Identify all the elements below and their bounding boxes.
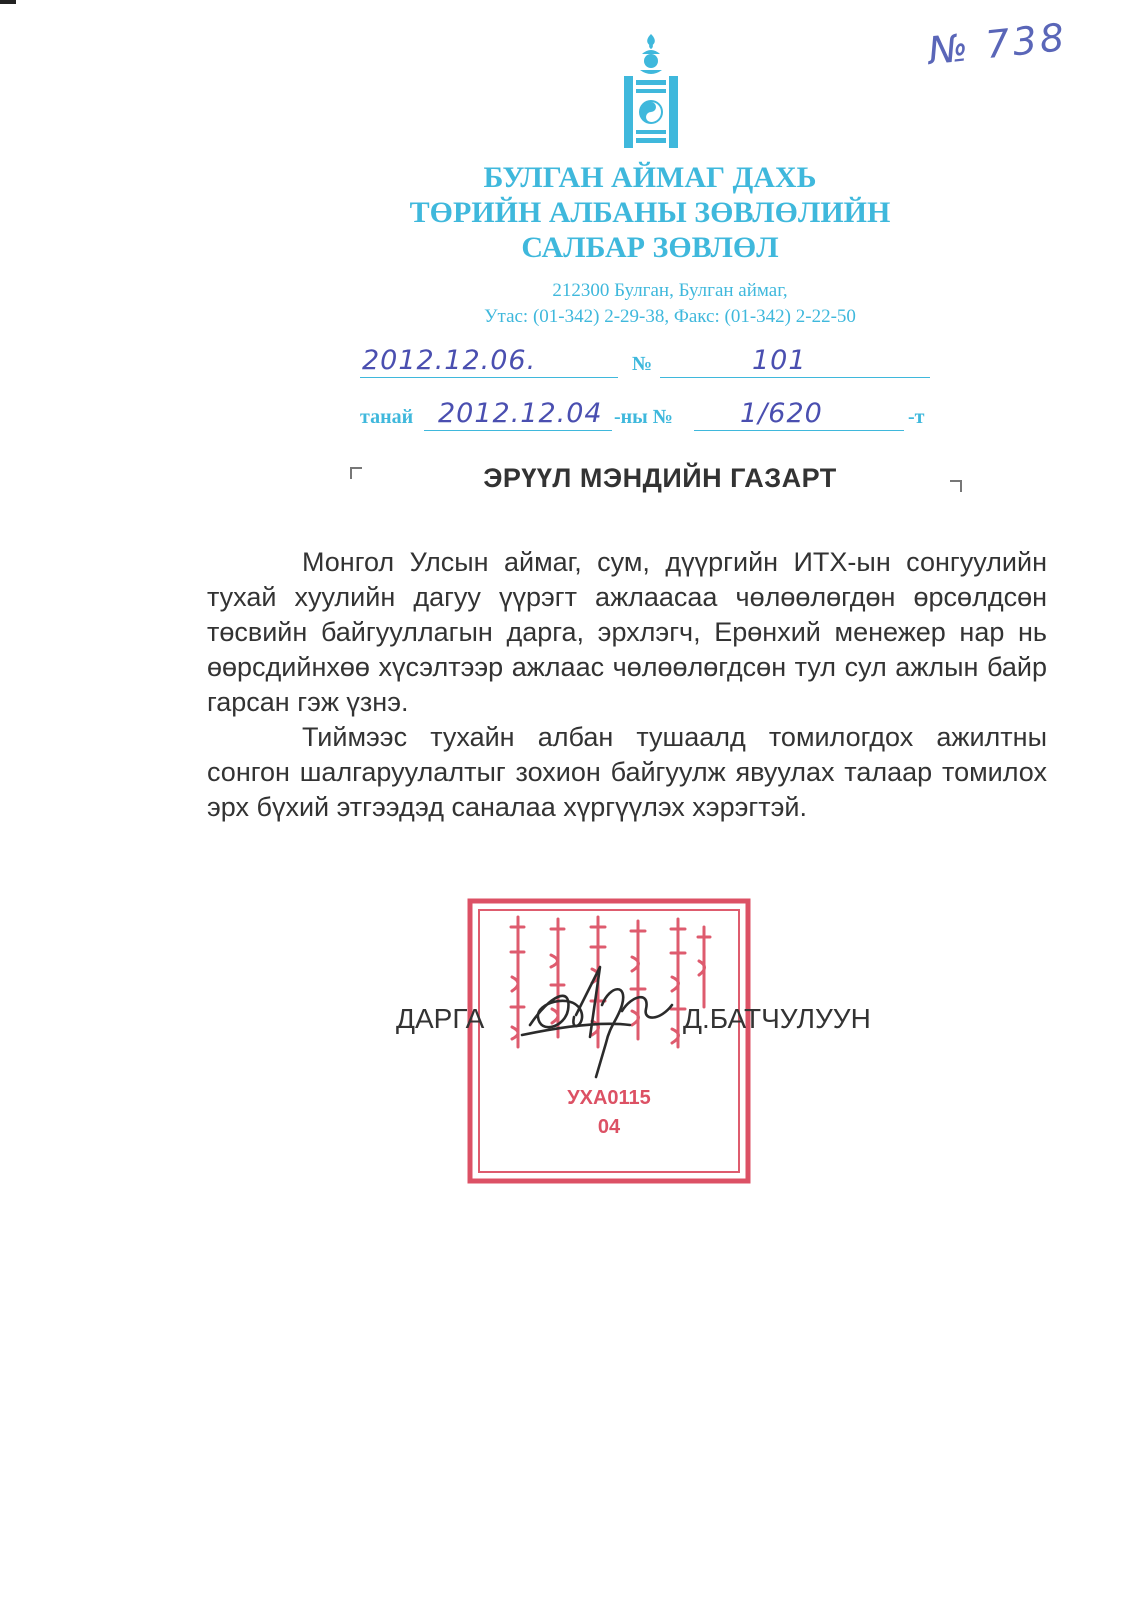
soyombo-emblem-icon bbox=[620, 32, 682, 154]
ref-prefix: танай bbox=[360, 406, 414, 428]
address-line: 212300 Булган, Булган аймаг, bbox=[552, 280, 788, 301]
number-label: № bbox=[632, 353, 653, 375]
addressee-bracket-right bbox=[950, 480, 962, 492]
scan-corner-mark bbox=[0, 0, 16, 4]
letter-body bbox=[207, 545, 1047, 825]
org-name-line: ТӨРИЙН АЛБАНЫ ЗӨВЛӨЛИЙН bbox=[409, 196, 891, 229]
ref-mid-label: -ны № bbox=[614, 406, 673, 428]
addressee: ЭРҮҮЛ МЭНДИЙН ГАЗАРТ bbox=[483, 463, 837, 493]
phone-fax-line: Утас: (01-342) 2-29-38, Факс: (01-342) 2-22-50 bbox=[484, 306, 856, 327]
ref-suffix: -т bbox=[908, 406, 925, 428]
org-name-line: САЛБАР ЗӨВЛӨЛ bbox=[521, 231, 779, 264]
signer-name: Д.БАТЧУЛУУН bbox=[683, 1003, 871, 1034]
stamp-code: УХА0115 bbox=[567, 1087, 651, 1109]
date-number-line bbox=[360, 340, 950, 384]
org-name bbox=[330, 160, 970, 265]
ref-number: 1/620 bbox=[740, 398, 823, 429]
signer-title: ДАРГА bbox=[396, 1003, 485, 1034]
stamp-code-suffix: 04 bbox=[597, 1116, 621, 1138]
org-name-line: БУЛГАН АЙМАГ ДАХЬ bbox=[483, 161, 817, 194]
addressee-bracket-left bbox=[350, 467, 362, 479]
handwritten-signature bbox=[510, 965, 680, 1080]
reference-line bbox=[360, 393, 960, 437]
letter-number: 101 bbox=[752, 345, 807, 376]
org-address bbox=[380, 278, 960, 330]
body-paragraph: Монгол Улсын аймаг, сум, дүүргийн ИТХ-ын сонгуулийн тухай хуулийн дагуу үүрэгт ажлаасаа чөлөөлөгдөн өрсөлдсөн төсвийн байгууллагын дарга, эрхлэгч, Ерөнхий менежер нар нь өөрсдийнхөө хүсэлтээр ажлаас чөлөөлөгдсөн тул сул ажлын байр гарсан гэж үзнэ. bbox=[207, 547, 1047, 717]
handwritten-ref-number: № 738 bbox=[926, 14, 1070, 74]
ref-date: 2012.12.04 bbox=[438, 398, 603, 429]
letter-date: 2012.12.06. bbox=[362, 345, 537, 376]
body-paragraph: Тиймээс тухайн албан тушаалд томилогдох ажилтны сонгон шалгаруулалтыг зохион байгуулж явуулах талаар томилох эрх бүхий этгээдэд саналаа хүргүүлэх хэрэгтэй. bbox=[207, 722, 1047, 822]
